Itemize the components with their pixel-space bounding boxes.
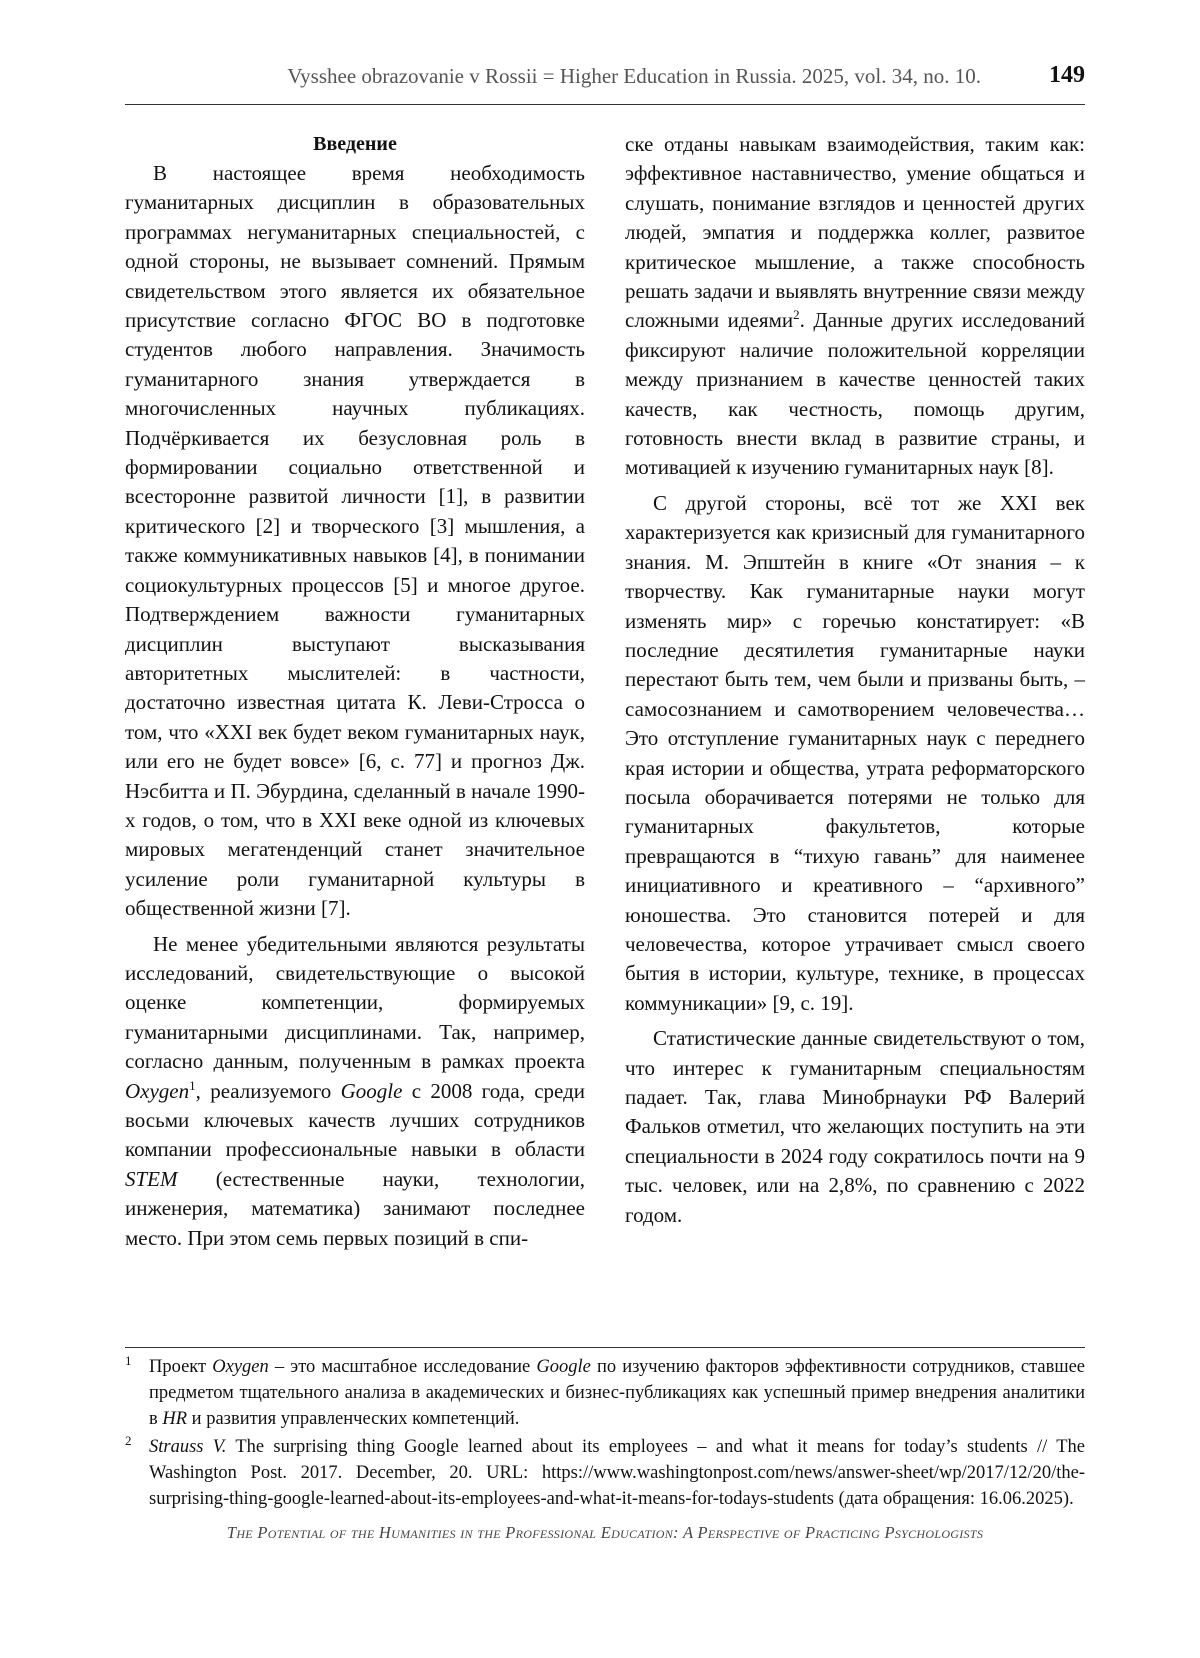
footnote-number: 2 [125,1433,132,1448]
footnote-author: Strauss V. [149,1437,227,1457]
left-column [125,130,585,1253]
right-column [625,130,1085,1230]
footnote-link-text[interactable]: The surprising thing Google learned about its employees – and what it means for today’s students // The Washington Post. 2017. December, 20. URL: https://www.washingtonpost.com/news/answer-sheet/wp/2017/12/20/the-surprising-thing-google-learned-about-its-employees-and-what-it-means-for-todays-students (дата обращения: 16.06.2025). [149,1437,1086,1509]
footnote-1: 1 Проект Oxygen – это масштабное исследование Google по изучению факторов эффективности сотрудников, ставшее предметом тщательного анализа в академических и бизнес-публикациях как успешный пример внедрения аналитики в HR и развития управленческих компетенций. [125,1354,1085,1432]
paragraph: Не менее убедительными являются результаты исследований, свидетельствующие о высокой оценке компетенции, формируемых гуманитарными дисциплинами. Так, например, согласно данным, полученным в рамках проекта Oxygen$^1$, реализуемого Google с 2008 года, среди восьми ключевых качеств лучших сотрудников компании профессиональные навыки в области STEM (естественные науки, технологии, инженерия, математика) занимают последнее место. При этом семь первых позиций в спи- [125,931,586,1250]
running-title: The Potential of the Humanities in the Professional Education: A Perspective of Practicing Psychologists [226,1523,984,1542]
page-number: 149 [1049,62,1085,88]
footnotes [125,1354,1085,1514]
footnote-ref-1[interactable]: 1 [189,1077,196,1093]
stem-term: STEM [125,1166,178,1191]
footnote-divider [125,1347,1085,1348]
footnote-number: 1 [125,1353,132,1368]
paragraph: Статистические данные свидетельствуют о том, что интерес к гуманитарным специальностям падает. Так, глава Минобрнауки РФ Валерий Фальков отметил, что желающих поступить на эти специальности в 2024 году сократилось почти на 9 тыс. человек, или на 2,8%, по сравнению с 2022 годом. [625,1026,1085,1227]
paragraph: ске отданы навыкам взаимодействия, таким как: эффективное наставничество, умение общаться и слушать, понимание взглядов и ценностей других людей, эмпатия и поддержка коллег, развитое критическое мышление, а также способность решать задачи и выявлять внутренние связи между сложными идеями$^2$. Данные других исследований фиксируют наличие положительной корреляции между признанием в качестве ценностей таких качеств, как честность, помощь другим, готовность внести вклад в развитие страны, и мотивацией к изучению гуманитарных наук [8]. [625,132,1086,480]
paragraph: В настоящее время необходимость гуманитарных дисциплин в образовательных программах негуманитарных специальностей, с одной стороны, не вызывает сомнений. Прямым свидетельством этого является их обязательное присутствие согласно ФГОС ВО в подготовке студентов любого направления. Значимость гуманитарного знания утверждается в многочисленных научных публикациях. Подчёркивается их безусловная роль в формировании социально ответственной и всесторонне развитой личности [1], в развитии критического [2] и творческого [3] мышления, а также коммуникативных навыков [4], в понимании социокультурных процессов [5] и многое другое. Подтверждением важности гуманитарных дисциплин выступают высказывания авторитетных мыслителей: в частности, достаточно известная цитата К. Леви-Стросса о том, что «XXI век будет веком гуманитарных наук, или его не будет вовсе» [6, с. 77] и прогноз Дж. Нэсбитта и П. Эбурдина, сделанный в начале 1990-х годов, о том, что в XXI веке одной из ключевых мировых мегатенденций станет значительное усиление роли гуманитарной культуры в общественной жизни [7]. [125,161,585,921]
journal-title: Vysshee obrazovanie v Rossii = Higher Education in Russia. 2025, vol. 34, no. 10. [287,64,981,88]
footnote-2 [125,1434,1085,1512]
page-header [125,64,1085,105]
paragraph: С другой стороны, всё тот же XXI век характеризуется как кризисный для гуманитарного знания. М. Эпштейн в книге «От знания – к творчеству. Как гуманитарные науки могут изменять мир» с горечью констатирует: «В последние десятилетия гуманитарные науки перестают быть тем, чем были и призваны быть, – самосознанием и самотворением человечества… Это отступление гуманитарных наук с переднего края истории и общества, утрата реформаторского посыла оборачивается потерями не только для гуманитарных факультетов, которые превращаются в “тихую гавань” для наименее инициативного и креативного – “архивного” юношества. Это становится потерей и для человечества, которое утрачивает смысл своего бытия в истории, культуре, технике, в процессах коммуникации» [9, с. 19]. [625,490,1085,1015]
oxygen-term: Oxygen [125,1078,190,1103]
section-heading: Введение [313,133,397,155]
google-term: Google [340,1078,403,1103]
footnote-ref-2[interactable]: 2 [793,307,800,323]
